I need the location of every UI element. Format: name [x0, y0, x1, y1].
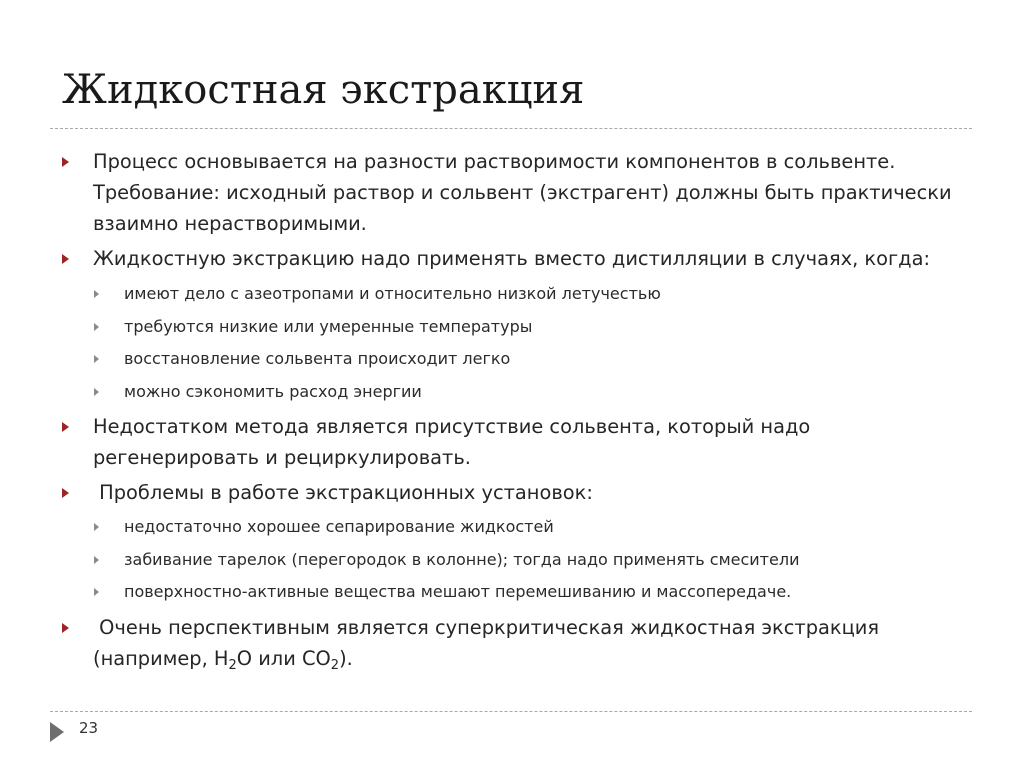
- small-triangle-bullet-icon: [94, 523, 99, 531]
- bullet-item: [62, 243, 967, 274]
- footer-divider: [50, 711, 972, 712]
- title-divider: [50, 128, 972, 129]
- sub-bullet-text: восстановление сольвента происходит легко: [124, 349, 511, 368]
- bullet-text: [93, 615, 886, 673]
- sub-bullet-text: требуются низкие или умеренные температуры: [124, 316, 533, 336]
- subscript: 2: [228, 657, 237, 673]
- triangle-bullet-icon: [62, 422, 69, 432]
- bullet-text: Недостатком метода является присутствие сольвента, который надо регенерировать и рециркулировать.: [93, 415, 811, 469]
- bullet-text-part: O или CO: [236, 646, 331, 670]
- sub-bullet-item: [62, 376, 967, 409]
- sub-bullet-text: имеют дело с азеотропами и относительно низкой летучестью: [124, 284, 661, 303]
- sub-bullet-text: можно сэкономить расход энергии: [124, 381, 422, 401]
- sub-bullet-item: [62, 278, 967, 311]
- bullet-item: [62, 477, 967, 508]
- slide-body: [62, 146, 967, 674]
- footer-triangle-icon: [50, 722, 64, 742]
- bullet-item: [62, 146, 967, 239]
- slide-title: Жидкостная экстракция: [62, 67, 585, 113]
- small-triangle-bullet-icon: [94, 388, 99, 396]
- bullet-item: [62, 612, 967, 674]
- sub-bullet-item: [62, 511, 967, 544]
- triangle-bullet-icon: [62, 254, 69, 264]
- subscript: 2: [330, 657, 340, 673]
- small-triangle-bullet-icon: [94, 556, 99, 564]
- small-triangle-bullet-icon: [94, 290, 99, 298]
- sub-bullet-text: поверхностно-активные вещества мешают перемешиванию и массопередаче.: [124, 582, 792, 601]
- triangle-bullet-icon: [62, 488, 69, 498]
- bullet-item: [62, 411, 967, 473]
- page-number: 23: [79, 719, 99, 737]
- bullet-text: Проблемы в работе экстракционных установок:: [93, 481, 593, 504]
- bullet-text: Жидкостную экстракцию надо применять вместо дистилляции в случаях, когда:: [93, 247, 931, 270]
- small-triangle-bullet-icon: [94, 588, 99, 596]
- small-triangle-bullet-icon: [94, 355, 99, 363]
- bullet-text-part: Очень перспективным является суперкритическая жидкостная экстракция (например, H: [93, 615, 886, 670]
- sub-bullet-text: забивание тарелок (перегородок в колонне); тогда надо применять смесители: [124, 549, 800, 569]
- sub-bullet-item: [62, 576, 967, 609]
- small-triangle-bullet-icon: [94, 323, 99, 331]
- sub-bullet-text: недостаточно хорошее сепарирование жидкостей: [124, 517, 554, 536]
- triangle-bullet-icon: [62, 623, 69, 633]
- sub-bullet-item: [62, 544, 967, 577]
- triangle-bullet-icon: [62, 157, 69, 167]
- sub-bullet-item: [62, 311, 967, 344]
- sub-bullet-item: [62, 343, 967, 376]
- bullet-text-part: ).: [339, 646, 353, 670]
- bullet-text: Процесс основывается на разности растворимости компонентов в сольвенте. Требование: исходный раствор и сольвент (экстрагент) должны быть практически взаимно нерастворимыми.: [93, 150, 952, 235]
